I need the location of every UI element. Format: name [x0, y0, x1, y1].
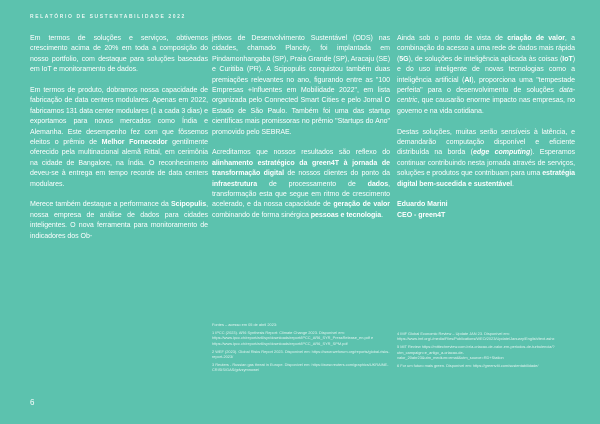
footnote: 2 WEF (2023). Global Risks Report 2023. Disponível em: https://www.weforum.org/reports/global-risks-report-2023/ [212, 348, 390, 360]
column-3 [397, 34, 575, 221]
footnote: 5 MIT Review https://mittechreview.com.br/a-criacao-de-valor-em-periodos-de-turbulencia/?utm_campaign=e_artigo_a-criacao-de-valor_20abr23&utm_medium=email&utm_source=RD+Station [397, 344, 555, 360]
footnote: Fontes – acesso em 05 de abril 2023: [212, 322, 278, 327]
paragraph: Destas soluções, muitas serão sensíveis à latência, e demandarão computação disponível e eficiente distribuída na borda (edge computing). Esperamos continuar contribuindo nesta jornada através de serviços, soluções e produtos que contribuam para uma estratégia digital bem-sucedida e sustentável. [397, 128, 575, 188]
paragraph: Merece também destaque a performance da Scipopulis, nossa empresa de análise de dados para cidades inteligentes. O nova ferramenta para monitoramento de indicadores dos Ob- [30, 201, 208, 240]
column-1 [30, 34, 208, 252]
paragraph: Em termos de soluções e serviços, obtivemos crescimento acima de 20% em toda a composição do nosso portfolio, com destaque para soluções baseadas em IoT e monitoramento de dados. [30, 35, 208, 74]
footnote: 1 IPCC (2023). AR6 Synthesis Report: Climate Change 2023. Disponível em: https://www.ipcc.ch/report/ar6/syr/downloads/report/IPCC_AR6_SYR_PressRelease_en.pdf e https://www.ipcc.ch/report/ar6/syr/downloads/report/IPCC_AR6_SYR_SPM.pdf [212, 330, 374, 346]
signature-name: Eduardo Marini [397, 201, 448, 209]
footnote: 3 Reuters - Russian gas threat in Europe. Disponível em: https://www.reuters.com/graphics/UKRAINE-CRISIS/GAS/gdvzymnowe/ [212, 362, 389, 373]
signature-title: CEO - green4T [397, 211, 446, 219]
footnote: 6 For um futuro mais green. Disponível em: https://greenv4t.com/sustentabilidade/ [397, 363, 539, 369]
paragraph: Acreditamos que nossos resultados são reflexo do alinhamento estratégico da green4T à jornada de transformação digital de nossos clientes do ponto da infraestrutura de processamento de dados, transformação esta que segue em ritmo de crescimento acelerado, e da nossa capacidade de geração de valor combinando de forma sinérgica pessoas e tecnologia. [212, 149, 390, 219]
report-header: RELATÓRIO DE SUSTENTABILIDADE 2022 [30, 14, 186, 20]
paragraph: Em termos de produto, dobramos nossa capacidade de fabricação de data centers modulares. Apenas em 2022, fabricamos 131 data center modulares (1 a cada 3 dias) e exportamos para novos mercados como Índia e Alemanha. Este desempenho fez com que fôssemos eleitos o prêmio de Melhor Fornecedor gentilmente oferecido pela multinacional alemã Rittal, em cerimônia na cidade de Bangalore, na Índia. O reconhecimento deveu-se à entrega em tempo recorde de data centers modulares. [30, 87, 208, 188]
page-number: 6 [30, 398, 35, 407]
footnotes-left [212, 322, 390, 376]
column-2 [212, 34, 390, 232]
footnotes-right [397, 331, 569, 371]
paragraph: jetivos de Desenvolvimento Sustentável (ODS) nas cidades, chamado Plancity, foi implantada em Pindamonhangaba (SP), Praia Grande (SP), Aracaju (SE) e Curitiba (PR). A Scipopulis conquistou também duas premiações relevantes no ano, figurando entre as "100 Empresas +Influentes em Mobilidade 2022", em lista organizada pelo Connected Smart Cities e pelo Jornal O Estado de São Paulo. Também foi uma das startup científicas mais promissoras no prêmio "Startups do Ano" promovido pelo SEBRAE. [212, 35, 390, 136]
paragraph: Ainda sob o ponto de vista de criação de valor, a combinação do acesso a uma rede de dados mais rápida (5G), de soluções de inteligência aplicada às coisas (IoT) e do uso inteligente de novas tecnologias como a inteligência artificial (AI), proporciona uma "tempestade perfeita" para o desenvolvimento de soluções data-centric, que causarão enorme impacto nas empresas, no governo e na vida cotidiana. [397, 35, 575, 115]
signature-block [397, 200, 575, 221]
footnote: 4 IMF Global Economic Review – Update JAN 23. Disponível em: https://www.imf.org/-/media/Files/Publications/WEO/2023/Update/January/English/text.ashx [397, 331, 555, 342]
